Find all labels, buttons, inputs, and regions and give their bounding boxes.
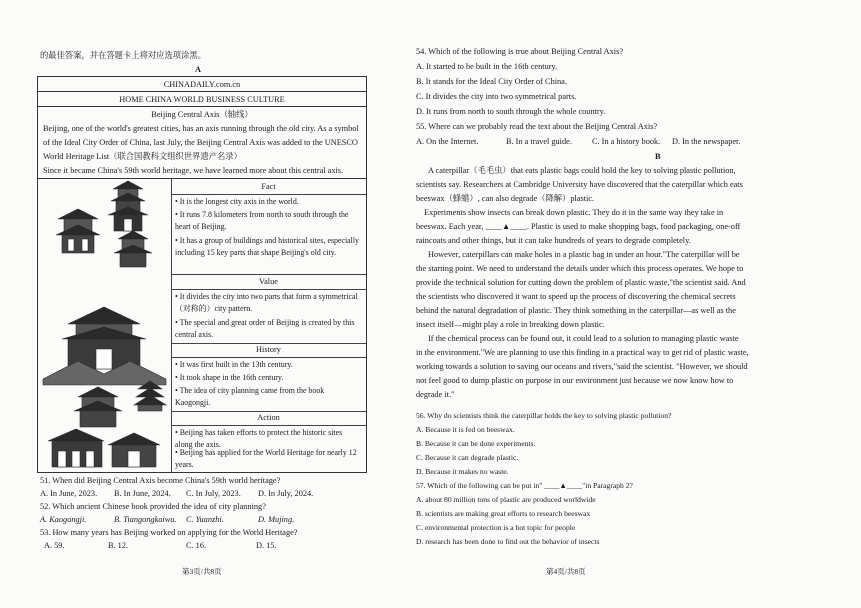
question-57: 57. Which of the following can be put in" ____▲____"in Paragraph 2?: [416, 481, 633, 490]
article-line: Beijing, one of the world's greatest cities, has an axis running through the old city. As a symbol: [43, 124, 359, 133]
right-page: [416, 0, 861, 608]
article-line: World Heritage List（联合国教科文组织世界遗产名录）: [43, 152, 242, 161]
passage-line: working towards a solution to saving our oceans and rivers,"said the scientist. "However, we should: [416, 362, 748, 371]
site-name: CHINADAILY.com.cn: [163, 80, 241, 89]
value-item: • It divides the city into two parts that form a symmetrical（对称的）city pattern.: [175, 292, 358, 314]
action-heading: Action: [257, 413, 280, 422]
q57-option-b: B. scientists are making great efforts to research beeswax: [416, 509, 591, 518]
fact-item: • It has a group of buildings and historical sites, especially including 15 key parts that shape Beijing's old city.: [175, 236, 359, 258]
q52-option-d: D. Mujing.: [258, 515, 295, 524]
q51-option-b: B. In June, 2024.: [114, 489, 171, 498]
question-55: 55. Where can we probably read the text about the Beijing Central Axis?: [416, 122, 658, 131]
passage-line: degrade it.": [416, 390, 455, 399]
landmark-illustrations: [38, 179, 171, 472]
pagoda-illustrations-icon: [38, 179, 171, 472]
article-line: Since it became China's 59th world heritage, we have learned more about this central axis.: [43, 166, 344, 175]
page-number-left: 第3页/共8页: [182, 567, 222, 576]
history-heading: History: [256, 345, 281, 354]
value-item: • The special and great order of Beijing is created by this central axis.: [175, 318, 355, 340]
q54-option-a: A. It started to be built in the 16th century.: [416, 62, 558, 71]
action-item: • Beijing has taken efforts to protect the historic sites along the axis.: [175, 428, 343, 450]
action-item: • Beijing has applied for the World Heritage for nearly 12 years.: [175, 448, 357, 470]
section-label-b: B: [655, 152, 661, 161]
question-56: 56. Why do scientists think the caterpillar holds the key to solving plastic pollution?: [416, 411, 672, 420]
history-item: • The idea of city planning came from the book Kaogongji.: [175, 386, 325, 408]
instruction-text: 的最佳答案，并在答题卡上将对应选项涂黑。: [40, 51, 206, 60]
history-item: • It was first built in the 13th century.: [175, 360, 293, 369]
passage-line: raincoats and other things, but it can take hundreds of years to degrade completely.: [416, 236, 691, 245]
passage-line: However, caterpillars can make holes in a plastic bag in under an hour."The caterpillar will be: [428, 250, 740, 259]
q53-option-d: D. 15.: [256, 541, 277, 550]
fact-item: • It runs 7.8 kilometers from north to south through the heart of Beijing.: [175, 210, 349, 232]
left-page: [0, 0, 430, 608]
passage-line: If the chemical process can be found out, it could lead to a solution to managing plastic waste: [428, 334, 739, 343]
passage-line: the starting point. We need to understand the details under which this process operates. We hope to: [416, 264, 744, 273]
q57-option-a: A. about 80 million tons of plastic are produced worldwide: [416, 495, 596, 504]
article-line: of the Ideal City Order of China, last July, the Beijing Central Axis was added to the UNESCO: [43, 138, 358, 147]
value-heading: Value: [259, 277, 278, 286]
q51-option-d: D. In July, 2024.: [258, 489, 314, 498]
question-51: 51. When did Beijing Central Axis become China's 59th world heritage?: [40, 476, 281, 485]
q56-option-a: A. Because it is fed on beeswax.: [416, 425, 515, 434]
passage-line: scientists say. Researchers at Cambridge University have discovered that the caterpillar which eats: [416, 180, 743, 189]
q54-option-c: C. It divides the city into two symmetrical parts.: [416, 92, 577, 101]
q55-option-b: B. In a travel guide.: [506, 137, 572, 146]
question-53: 53. How many years has Beijing worked on applying for the World Heritage?: [40, 528, 298, 537]
q52-option-a: A. Kaogongji.: [40, 515, 87, 524]
q53-option-a: A. 59.: [44, 541, 65, 550]
q57-option-d: D. research has been done to find out the behavior of insects: [416, 537, 600, 546]
q51-option-c: C. In July, 2023.: [186, 489, 241, 498]
q55-option-d: D. In the newspaper.: [672, 137, 741, 146]
q53-option-b: B. 12.: [108, 541, 129, 550]
passage-line: provide the technical solution for cutting down the problem of plastic waste,"the scientist said. And: [416, 278, 746, 287]
section-label-a: A: [195, 65, 201, 74]
fact-item: • It is the longest city axis in the world.: [175, 197, 299, 206]
passage-line: in the environment."We are planning to use this finding in a practical way to get rid of plastic waste,: [416, 348, 749, 357]
q55-option-a: A. On the Internet.: [416, 137, 479, 146]
q54-option-d: D. It runs from north to south through the whole country.: [416, 107, 606, 116]
fact-heading: Fact: [261, 182, 276, 191]
q53-option-c: C. 16.: [186, 541, 207, 550]
q52-option-c: C. Yuanzhi.: [186, 515, 224, 524]
site-nav: HOME CHINA WORLD BUSINESS CULTURE: [119, 95, 285, 104]
q51-option-a: A. In June, 2023.: [40, 489, 98, 498]
history-item: • It took shape in the 16th century.: [175, 373, 284, 382]
passage-line: beeswax（蜂蜡）, can also degrade（降解）plastic.: [416, 194, 595, 203]
passage-line: behind the natural degradation of plastic. They think something in the caterpillar—as well as the: [416, 306, 736, 315]
article-table: [37, 76, 367, 473]
q55-option-c: C. In a history book.: [592, 137, 661, 146]
passage-line: Experiments show insects can break down plastic. They do it in the same way they take in: [424, 208, 724, 217]
q54-option-b: B. It stands for the Ideal City Order of China.: [416, 77, 567, 86]
article-title: Beijing Central Axis（轴线）: [151, 110, 253, 119]
q56-option-d: D. Because it makes no waste.: [416, 467, 509, 476]
q57-option-c: C. environmental protection is a hot topic for people: [416, 523, 576, 532]
q52-option-b: B. Tiangongkaiwu.: [114, 515, 177, 524]
page-number-right: 第4页/共8页: [546, 567, 586, 576]
q56-option-b: B. Because it can be done experiments.: [416, 439, 536, 448]
passage-line: the scientists who discovered it want to speed up the process of discovering the chemical secrets: [416, 292, 736, 301]
passage-line: A caterpillar（毛毛虫）that eats plastic bags could hold the key to solving plastic pollution,: [428, 166, 736, 175]
passage-line: not feel good to dump plastic on purpose in our environment just because we now know how to: [416, 376, 734, 385]
question-54: 54. Which of the following is true about Beijing Central Axis?: [416, 47, 624, 56]
passage-line: beeswax. Each year, ____▲____. Plastic is used to make shopping bags, food packaging, one-off: [416, 222, 741, 231]
q56-option-c: C. Because it can degrade plastic.: [416, 453, 519, 462]
passage-line: insect itself—might play a role in breaking down plastic.: [416, 320, 605, 329]
question-52: 52. Which ancient Chinese book provided the idea of city planning?: [40, 502, 266, 511]
